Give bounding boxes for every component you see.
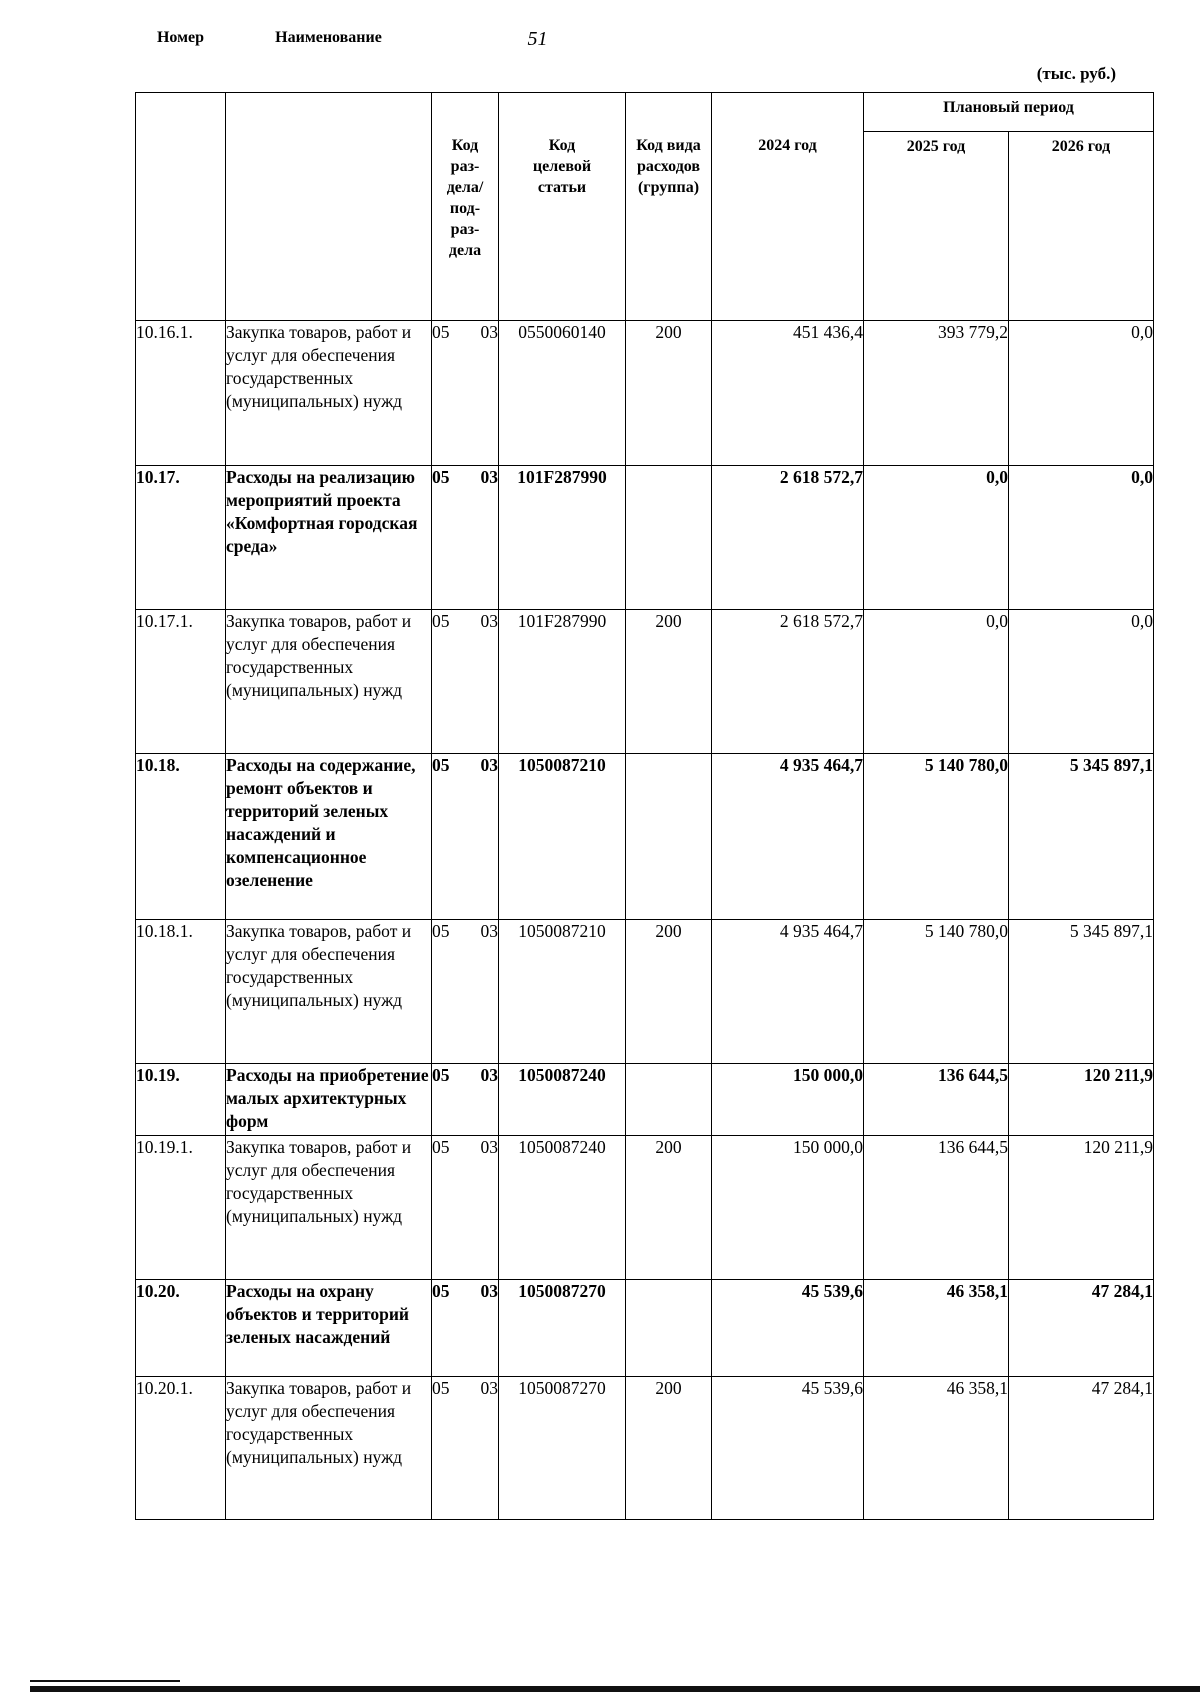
row-amount-2024: 150 000,0: [712, 1136, 864, 1280]
row-amount-2025: 46 358,1: [864, 1377, 1009, 1520]
header-target: Код целевой статьи: [499, 93, 626, 321]
row-name: Расходы на содержание, ремонт объектов и территорий зеленых насаждений и компенсационное озеленение: [226, 754, 432, 920]
row-amount-2025: 0,0: [864, 610, 1009, 754]
row-kind-code: 200: [626, 1377, 712, 1520]
row-amount-2025: 136 644,5: [864, 1136, 1009, 1280]
header-2025: 2025 год: [864, 132, 1009, 321]
header-planned-period: Плановый период: [864, 93, 1154, 132]
row-section-code: 05: [432, 1281, 450, 1301]
row-section: [432, 1377, 499, 1520]
row-subsection-code: 03: [480, 611, 498, 631]
row-amount-2024: 2 618 572,7: [712, 610, 864, 754]
row-subsection-code: 03: [480, 1065, 498, 1085]
row-amount-2026: 0,0: [1009, 321, 1154, 466]
page-number: 51: [527, 28, 548, 50]
row-amount-2024: 2 618 572,7: [712, 466, 864, 610]
row-number: 10.18.1.: [136, 920, 226, 1064]
row-subsection-code: 03: [480, 1281, 498, 1301]
row-section: [432, 1136, 499, 1280]
row-name: Закупка товаров, работ и услуг для обеспечения государственных (муниципальных) нужд: [226, 321, 432, 466]
row-section-code: 05: [432, 1137, 450, 1157]
row-kind-code: [626, 466, 712, 610]
row-number: 10.20.1.: [136, 1377, 226, 1520]
row-amount-2025: 393 779,2: [864, 321, 1009, 466]
row-kind-code: 200: [626, 920, 712, 1064]
row-section: [432, 1064, 499, 1136]
row-kind-code: [626, 1280, 712, 1377]
row-section: [432, 920, 499, 1064]
row-section-code: 05: [432, 921, 450, 941]
header-2024: 2024 год: [712, 93, 864, 321]
row-kind-code: 200: [626, 1136, 712, 1280]
row-kind-code: 200: [626, 610, 712, 754]
header-kind: Код вида расходов (группа): [626, 93, 712, 321]
row-amount-2024: 4 935 464,7: [712, 920, 864, 1064]
row-section: [432, 321, 499, 466]
row-name: Закупка товаров, работ и услуг для обеспечения государственных (муниципальных) нужд: [226, 1377, 432, 1520]
row-amount-2024: 150 000,0: [712, 1064, 864, 1136]
row-section: [432, 754, 499, 920]
row-amount-2026: 47 284,1: [1009, 1377, 1154, 1520]
table-row: [136, 610, 1154, 754]
row-name: Закупка товаров, работ и услуг для обеспечения государственных (муниципальных) нужд: [226, 920, 432, 1064]
row-target-code: 1050087270: [499, 1280, 626, 1377]
table-row: [136, 1280, 1154, 1377]
row-amount-2026: 47 284,1: [1009, 1280, 1154, 1377]
row-subsection-code: 03: [480, 1137, 498, 1157]
row-amount-2026: 5 345 897,1: [1009, 754, 1154, 920]
row-name: Закупка товаров, работ и услуг для обеспечения государственных (муниципальных) нужд: [226, 1136, 432, 1280]
row-section-code: 05: [432, 467, 450, 487]
row-amount-2026: 120 211,9: [1009, 1136, 1154, 1280]
row-section-code: 05: [432, 1065, 450, 1085]
row-amount-2025: 5 140 780,0: [864, 920, 1009, 1064]
table-row: [136, 1064, 1154, 1136]
row-target-code: 0550060140: [499, 321, 626, 466]
row-number: 10.18.: [136, 754, 226, 920]
row-target-code: 1050087240: [499, 1064, 626, 1136]
row-target-code: 101F287990: [499, 610, 626, 754]
row-subsection-code: 03: [480, 467, 498, 487]
scan-edge-bar: [30, 1686, 1200, 1692]
row-amount-2025: 0,0: [864, 466, 1009, 610]
row-target-code: 1050087240: [499, 1136, 626, 1280]
row-target-code: 1050087210: [499, 920, 626, 1064]
row-amount-2024: 4 935 464,7: [712, 754, 864, 920]
row-number: 10.20.: [136, 1280, 226, 1377]
row-name: Закупка товаров, работ и услуг для обеспечения государственных (муниципальных) нужд: [226, 610, 432, 754]
row-number: 10.16.1.: [136, 321, 226, 466]
row-number: 10.19.: [136, 1064, 226, 1136]
row-number: 10.17.1.: [136, 610, 226, 754]
row-section-code: 05: [432, 1378, 450, 1398]
header-2026: 2026 год: [1009, 132, 1154, 321]
row-target-code: 1050087270: [499, 1377, 626, 1520]
scan-edge-line: [30, 1680, 180, 1682]
row-amount-2025: 5 140 780,0: [864, 754, 1009, 920]
row-kind-code: [626, 754, 712, 920]
row-amount-2026: 0,0: [1009, 466, 1154, 610]
row-section-code: 05: [432, 322, 450, 342]
row-amount-2025: 136 644,5: [864, 1064, 1009, 1136]
row-target-code: 101F287990: [499, 466, 626, 610]
table-row: [136, 466, 1154, 610]
row-name: Расходы на приобретение малых архитектурных форм: [226, 1064, 432, 1136]
row-amount-2024: 451 436,4: [712, 321, 864, 466]
row-amount-2026: 0,0: [1009, 610, 1154, 754]
row-subsection-code: 03: [480, 921, 498, 941]
header-name: Наименование: [226, 93, 432, 321]
table-row: [136, 920, 1154, 1064]
row-kind-code: [626, 1064, 712, 1136]
row-section: [432, 610, 499, 754]
units-label: (тыс. руб.): [1036, 64, 1116, 83]
row-number: 10.17.: [136, 466, 226, 610]
header-section: Код раз-дела/ под-раз-дела: [432, 93, 499, 321]
row-section-code: 05: [432, 611, 450, 631]
row-section: [432, 466, 499, 610]
row-number: 10.19.1.: [136, 1136, 226, 1280]
row-amount-2026: 120 211,9: [1009, 1064, 1154, 1136]
row-subsection-code: 03: [480, 322, 498, 342]
table-row: [136, 1136, 1154, 1280]
row-subsection-code: 03: [480, 1378, 498, 1398]
row-amount-2024: 45 539,6: [712, 1280, 864, 1377]
table-row: [136, 1377, 1154, 1520]
row-section: [432, 1280, 499, 1377]
row-target-code: 1050087210: [499, 754, 626, 920]
row-amount-2024: 45 539,6: [712, 1377, 864, 1520]
table-row: [136, 754, 1154, 920]
row-subsection-code: 03: [480, 755, 498, 775]
row-kind-code: 200: [626, 321, 712, 466]
row-amount-2026: 5 345 897,1: [1009, 920, 1154, 1064]
header-number: Номер: [136, 93, 226, 321]
table-row: [136, 321, 1154, 466]
row-name: Расходы на охрану объектов и территорий зеленых насаждений: [226, 1280, 432, 1377]
row-name: Расходы на реализацию мероприятий проекта «Комфортная городская среда»: [226, 466, 432, 610]
row-section-code: 05: [432, 755, 450, 775]
row-amount-2025: 46 358,1: [864, 1280, 1009, 1377]
